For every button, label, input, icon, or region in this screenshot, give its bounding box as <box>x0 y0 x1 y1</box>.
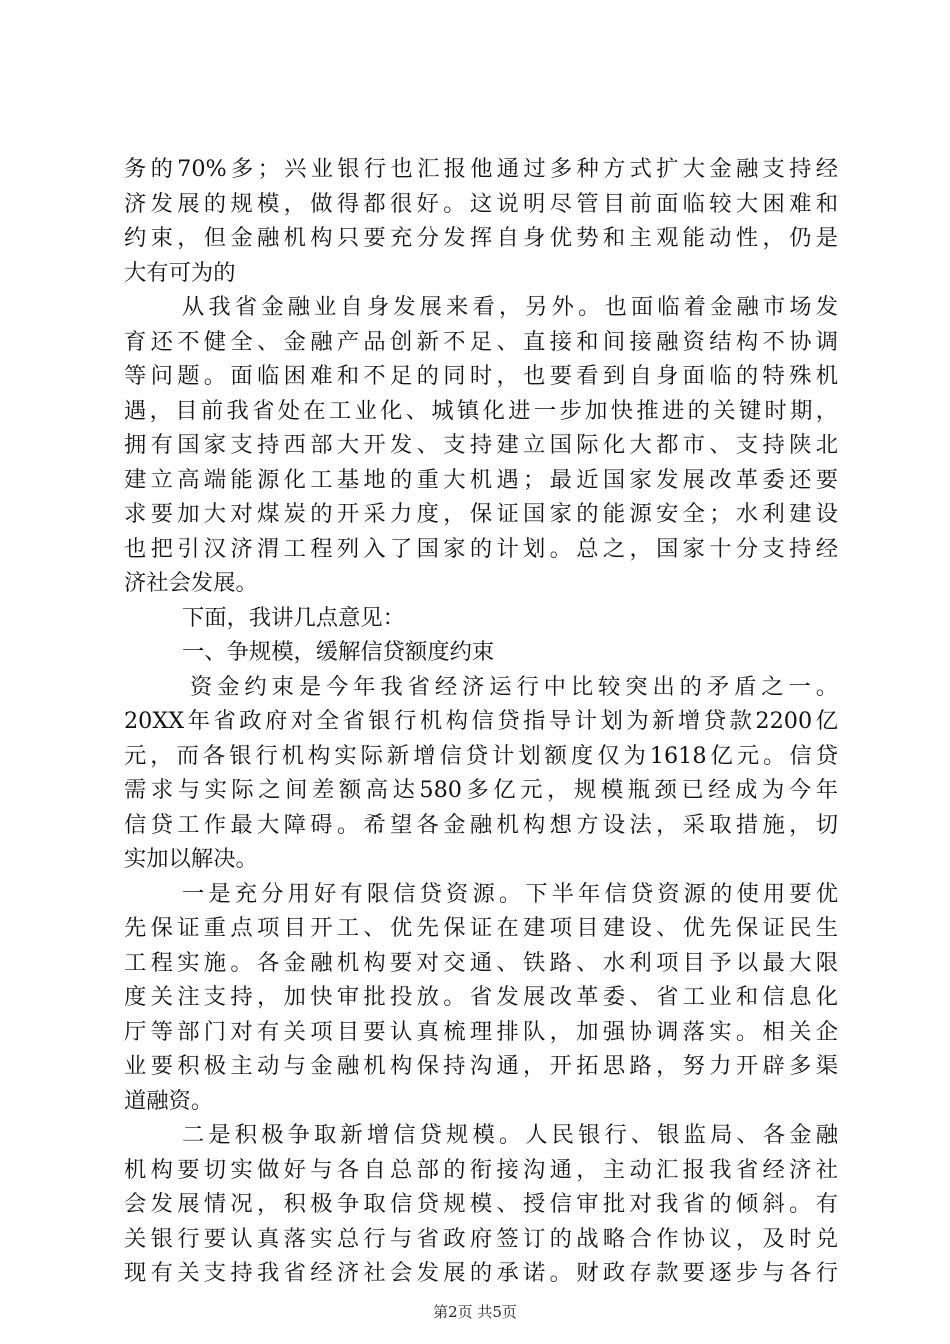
body-line: 济发展的规模，做得都很好。这说明尽管目前面临较大困难和 <box>124 190 838 217</box>
body-line: 关银行要认真落实总行与省政府签订的战略合作协议，及时兑 <box>124 1225 838 1252</box>
body-line: 育还不健全、金融产品创新不足、直接和间接融资结构不协调 <box>124 328 838 355</box>
body-line: 拥有国家支持西部大开发、支持建立国际化大都市、支持陕北 <box>124 432 838 458</box>
body-line: 遇，目前我省处在工业化、城镇化进一步加快推进的关键时期， <box>124 397 838 424</box>
body-line: 务的70%多；兴业银行也汇报他通过多种方式扩大金融支持经 <box>124 156 838 182</box>
document-body <box>124 152 838 1291</box>
body-line: 下面，我讲几点意见： <box>182 604 405 631</box>
body-line: 也把引汉济渭工程列入了国家的计划。总之，国家十分支持经 <box>124 535 838 562</box>
body-line: 机构要切实做好与各自总部的衔接沟通，主动汇报我省经济社 <box>124 1156 838 1183</box>
body-line: 20XX年省政府对全省银行机构信贷指导计划为新增贷款2200亿 <box>124 708 838 734</box>
body-line: 实加以解决。 <box>124 846 258 872</box>
body-line: 从我省金融业自身发展来看，另外。也面临着金融市场发 <box>182 294 838 320</box>
body-line: 约束，但金融机构只要充分发挥自身优势和主观能动性，仍是 <box>124 225 838 251</box>
body-line: 一是充分用好有限信贷资源。下半年信贷资源的使用要优 <box>182 880 838 907</box>
body-line: 大有可为的 <box>124 259 236 286</box>
body-line: 信贷工作最大障碍。希望各金融机构想方设法，采取措施，切 <box>124 811 838 838</box>
body-line: 先保证重点项目开工、优先保证在建项目建设、优先保证民生 <box>124 915 838 941</box>
body-line: 等问题。面临困难和不足的同时，也要看到自身面临的特殊机 <box>124 363 838 389</box>
body-line: 求要加大对煤炭的开采力度，保证国家的能源安全；水利建设 <box>124 501 838 527</box>
body-line: 会发展情况，积极争取信贷规模、授信审批对我省的倾斜。有 <box>124 1191 838 1217</box>
page-number-footer: 第2页 共5页 <box>433 1303 517 1321</box>
body-line: 资金约束是今年我省经济运行中比较突出的矛盾之一。 <box>190 673 838 700</box>
body-line: 需求与实际之间差额高达580多亿元，规模瓶颈已经成为今年 <box>124 777 838 803</box>
body-line: 现有关支持我省经济社会发展的承诺。财政存款要逐步与各行 <box>124 1260 838 1286</box>
body-line: 工程实施。各金融机构要对交通、铁路、水利项目予以最大限 <box>124 949 838 976</box>
section-heading: 一、争规模，缓解信贷额度约束 <box>182 639 495 665</box>
body-line: 建立高端能源化工基地的重大机遇；最近国家发展改革委还要 <box>124 466 838 493</box>
body-line: 业要积极主动与金融机构保持沟通，开拓思路，努力开辟多渠 <box>124 1053 838 1079</box>
body-line: 济社会发展。 <box>124 570 258 596</box>
body-line: 道融资。 <box>124 1087 214 1114</box>
body-line: 厅等部门对有关项目要认真梳理排队，加强协调落实。相关企 <box>124 1018 838 1045</box>
body-line: 元，而各银行机构实际新增信贷计划额度仅为1618亿元。信贷 <box>124 742 838 769</box>
body-line: 度关注支持，加快审批投放。省发展改革委、省工业和信息化 <box>124 984 838 1010</box>
body-line: 二是积极争取新增信贷规模。人民银行、银监局、各金融 <box>182 1122 838 1148</box>
